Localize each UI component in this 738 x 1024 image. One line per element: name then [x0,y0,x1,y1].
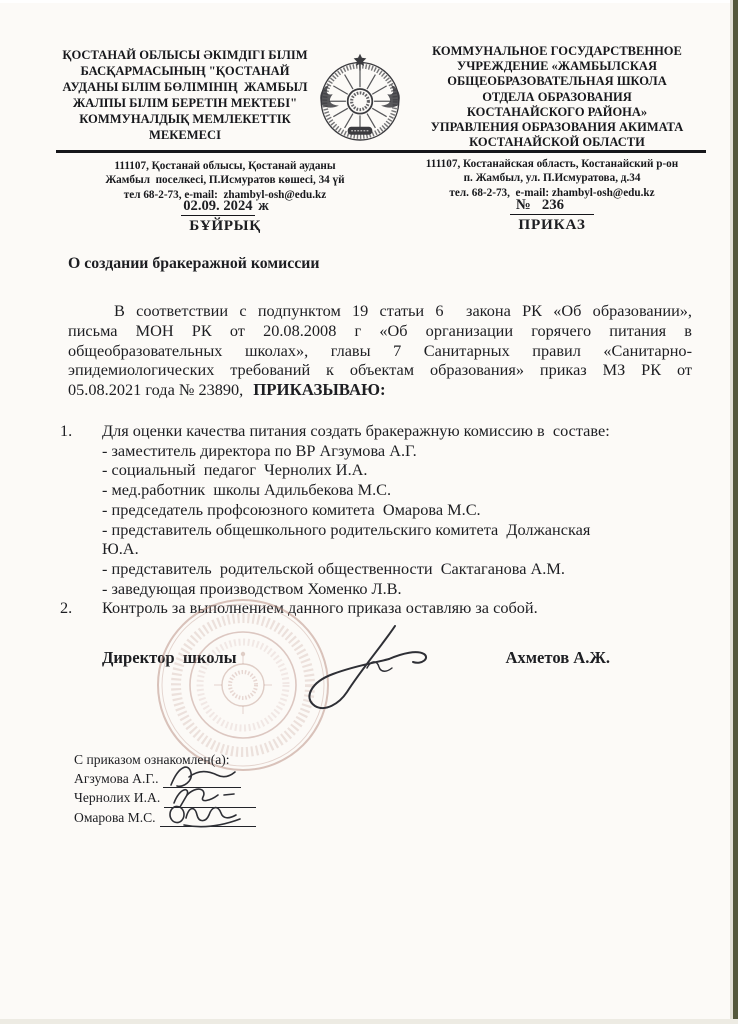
orders-list [60,421,700,618]
decree-word: ПРИКАЗЫВАЮ: [253,380,386,400]
org-ru-line: КОСТАНАЙСКОГО РАЙОНА» [466,104,648,119]
commission-member: - социальный педагог Чернолих И.А. [102,460,368,480]
org-kk-line: АУДАНЫ БІЛІМ БӨЛІМІНІҢ ЖАМБЫЛ [62,80,308,95]
order-item-text: Для оценки качества питания создать бракеражную комиссию в составе: [102,421,610,440]
doc-type-russian: ПРИКАЗ [518,216,586,233]
org-ru-line: ОТДЕЛА ОБРАЗОВАНИЯ [482,89,632,104]
org-ru-line: КОММУНАЛЬНОЕ ГОСУДАРСТВЕННОЕ [432,44,682,58]
subject-line: О создании бракеражной комиссии [68,255,320,272]
director-handwritten-signature-icon [283,616,443,724]
commission-member: - заведующая производством Хоменко Л.В. [102,578,402,598]
preamble-line: В соответствии с подпунктом 19 статьи 6 закона РК «Об образовании», [114,301,692,320]
preamble-line: эпидемиологических требований к объектам образования» приказ МЗ РК от [68,360,692,380]
order-item-number: 2. [60,598,73,618]
scan-edge-right [733,0,738,1024]
org-name-kazakh [56,44,314,150]
org-kk-line: КОММУНАЛДЫҚ МЕМЛЕКЕТТІК [79,112,291,127]
kazakhstan-emblem-icon [316,45,404,147]
order-item-1 [60,421,700,441]
acknowledgment-name: Агзумова А.Г.. [74,771,159,787]
order-number-value: № 236 [510,197,594,215]
order-date-suffix: ж [254,198,269,214]
order-item-2 [60,598,700,618]
commission-member: - представитель родительской общественности Сактаганова А.М. [102,558,565,578]
org-ru-line: ОБЩЕОБРАЗОВАТЕЛЬНАЯ ШКОЛА [447,74,667,89]
letterhead [56,44,708,150]
address-russian [404,157,700,200]
official-round-stamp-icon [152,594,334,776]
address-ru-line: п. Жамбыл, ул. П.Исмуратова, д.34 [463,172,641,185]
preamble-last-line [68,380,692,400]
acknowledgment-block [74,750,256,827]
commission-member: - заместитель директора по ВР Агзумова А.Г. [102,440,417,460]
commission-member: - представитель общешкольного родительскиго комитета Должанская [102,519,591,539]
org-kk-line: МЕКЕМЕСІ [148,128,222,143]
address-kazakh [70,159,380,202]
org-kk-line: ҚОСТАНАЙ ОБЛЫСЫ ӘКІМДІГІ БІЛІМ [62,48,308,62]
order-number [404,197,700,214]
org-ru-line: КОСТАНАЙСКОЙ ОБЛАСТИ [469,135,645,150]
commission-member: - мед.работник школы Адильбекова М.С. [102,480,392,500]
commission-member-continuation: Ю.А. [102,539,139,559]
org-ru-line: УПРАВЛЕНИЯ ОБРАЗОВАНИЯ АКИМАТА [430,120,684,135]
preamble-line: письма МОН РК от 20.08.2008 г «Об организации горячего питания в [68,320,692,340]
scan-edge-top [0,0,738,3]
address-ru-line: тел. 68-2-73, e-mail: zhambyl-osh@edu.kz [449,186,655,199]
doc-type-kazakh: БҰЙРЫҚ [189,217,261,234]
acknowledgment-title: С приказом ознакомлен(а): [74,752,230,767]
org-ru-line: УЧРЕЖДЕНИЕ «ЖАМБЫЛСКАЯ [457,59,657,74]
acknowledgment-row [74,808,256,827]
acknowledgment-signature-line [160,826,256,827]
address-ru-line: 111107, Костанайская область, Костанайский р-он [425,158,679,170]
preamble-paragraph [68,301,692,400]
address-kk-line: Жамбыл поселкесі, П.Исмуратов көшесі, 34 үй [105,174,345,187]
acknowledgment-name: Чернолих И.А. [74,790,161,806]
handwritten-signature-icon [162,798,254,830]
org-kk-line: ЖАЛПЫ БІЛІМ БЕРЕТІН МЕКТЕБІ" [72,96,298,111]
order-date [70,198,380,215]
preamble-last-prefix: 05.08.2021 года № 23890, [68,380,244,400]
address-kk-line: 111107, Қостанай облысы, Қостанай ауданы [114,160,336,172]
preamble-line: общеобразовательных школах», главы 7 Санитарных правил «Санитарно- [68,340,692,360]
org-name-russian [406,44,708,150]
director-name: Ахметов А.Ж. [505,648,610,667]
director-signature-row [102,648,662,668]
order-item-number: 1. [60,421,73,440]
acknowledgment-name: Омарова М.С. [74,809,156,825]
org-kk-line: БАСҚАРМАСЫНЫҢ "ҚОСТАНАЙ [80,64,290,79]
address-kk-line: тел 68-2-73, e-mail: zhambyl-osh@edu.kz [123,188,327,201]
header-divider-line [56,150,706,153]
commission-member: - председатель профсоюзного комитета Омарова М.С. [102,499,481,519]
scan-edge-bottom [0,1019,738,1024]
order-date-value: 02.09. 2024 [183,198,253,214]
director-role: Директор школы [102,648,237,667]
order-item-text: Контроль за выполнением данного приказа оставляю за собой. [102,598,538,618]
